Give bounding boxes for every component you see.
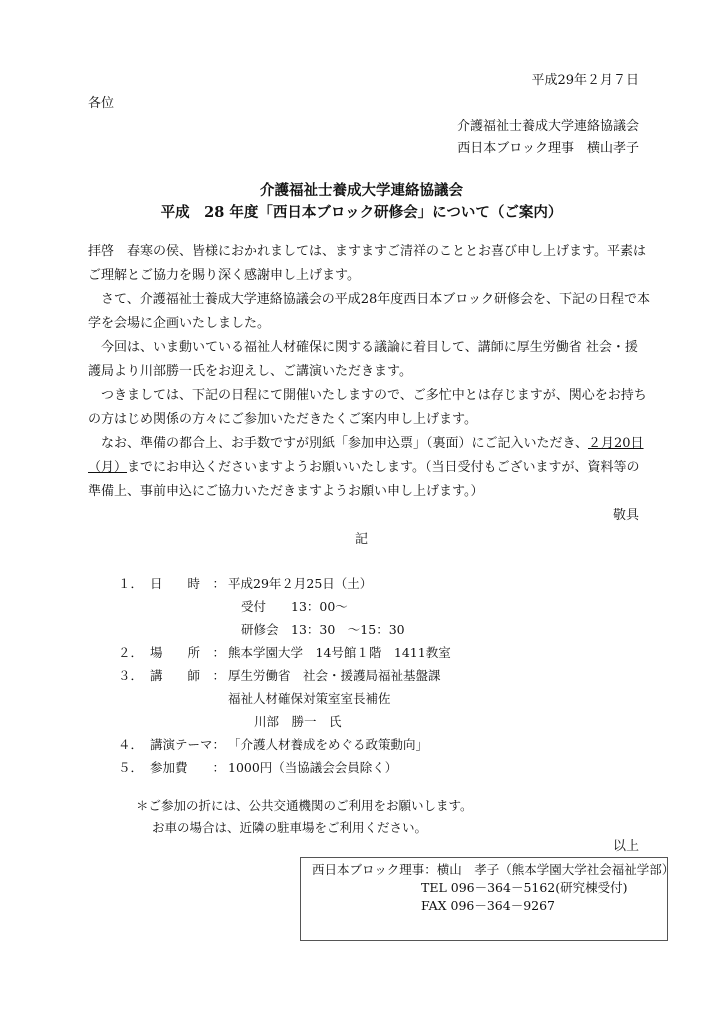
item-5-number: ５． (118, 760, 144, 775)
paragraph-invitation-line-1: つきましては、下記の日程にて開催いたしますので、ご多忙中とは存じますが、関心をお持ち (101, 388, 647, 403)
item-1-reception: 受付 13：00～ (241, 599, 348, 614)
contact-tel: TEL 096－364－5162(研究棟受付) (421, 880, 628, 895)
registration-request: までにお申込くださいますようお願いいたします。（当日受付もございますが、資料等の (127, 460, 640, 475)
paragraph-invitation-line-2: の方はじめ関係の方々にご参加いただきたくご案内申し上げます。 (88, 412, 477, 427)
sender-organization: 介護福祉士養成大学連絡協議会 (456, 119, 639, 134)
paragraph-speaker-line-2: 護局より川部勝一氏をお迎えし、ご講演いただきます。 (88, 364, 412, 379)
title-event: 平成 28 年度「西日本ブロック研修会」について（ご案内） (160, 204, 563, 221)
addressee: 各位 (88, 96, 115, 111)
note-parking: お車の場合は、近隣の駐車場をご利用ください。 (152, 820, 428, 835)
item-3-speaker-title: 福祉人材確保対策室室長補佐 (228, 691, 391, 706)
item-3-speaker-name: 川部 勝一 氏 (254, 714, 342, 729)
deadline-date: ２月20日 (587, 436, 644, 451)
deadline-weekday: （月） (88, 460, 128, 475)
contact-name: 西日本ブロック理事：横山 孝子（熊本学園大学社会福祉学部） (312, 862, 675, 877)
paragraph-speaker-line-1: 今回は、いま動いている福祉人材確保に関する議論に着目して、講師に厚生労働省 社会・援 (101, 340, 638, 355)
contact-fax: FAX 096－364－9267 (421, 898, 556, 913)
item-1-number: １． (118, 576, 144, 591)
item-1-label: 日 時 ： (150, 576, 226, 591)
item-5-label: 参加費 ： (150, 760, 226, 775)
item-2-label: 場 所 ： (150, 645, 226, 660)
item-3-number: ３． (118, 668, 144, 683)
item-3-label: 講 師 ： (150, 668, 226, 683)
paragraph-registration-line-1 (101, 435, 644, 453)
note-public-transport: ＊ご参加の折には、公共交通機関のご利用をお願いします。 (136, 798, 473, 813)
closing-ijou: 以上 (612, 839, 639, 854)
ki-heading: 記 (355, 532, 369, 547)
item-3-speaker-affiliation: 厚生労働省 社会・援護局福祉基盤課 (228, 668, 441, 683)
document-date: 平成29年２月７日 (531, 73, 639, 88)
item-4-label: 講演テーマ： (150, 737, 226, 752)
sender-person: 西日本ブロック理事 横山孝子 (457, 141, 639, 156)
registration-text: なお、準備の都合上、お手数ですが別紙「参加申込票」（裏面）にご記入いただき、 (101, 436, 588, 451)
closing-keigu: 敬具 (612, 508, 639, 523)
item-1-session: 研修会 13：30 ～15：30 (241, 622, 405, 637)
item-5-fee: 1000円（当協議会会員除く） (228, 760, 398, 775)
item-2-number: ２． (118, 645, 144, 660)
item-4-number: ４． (118, 737, 144, 752)
item-1-date: 平成29年２月25日（土） (228, 576, 373, 591)
paragraph-greeting-line-2: ご理解とご協力を賜り深く感謝申し上げます。 (88, 268, 360, 283)
paragraph-registration-line-2 (88, 459, 639, 477)
title-organization: 介護福祉士養成大学連絡協議会 (260, 182, 463, 199)
paragraph-plan-line-2: 学を会場に企画いたしました。 (88, 316, 271, 331)
item-2-venue: 熊本学園大学 14号館１階 1411教室 (228, 645, 451, 660)
paragraph-greeting-line-1: 拝啓 春寒の侯、皆様におかれましては、ますますご清祥のこととお喜び申し上げます。平素は (88, 244, 646, 259)
paragraph-registration-line-3: 準備上、事前申込にご協力いただきますようお願い申し上げます。） (88, 484, 484, 499)
paragraph-plan-line-1: さて、介護福祉士養成大学連絡協議会の平成28年度西日本ブロック研修会を、下記の日程で本 (101, 292, 651, 307)
item-4-theme: 「介護人材養成をめぐる政策動向」 (228, 737, 429, 752)
